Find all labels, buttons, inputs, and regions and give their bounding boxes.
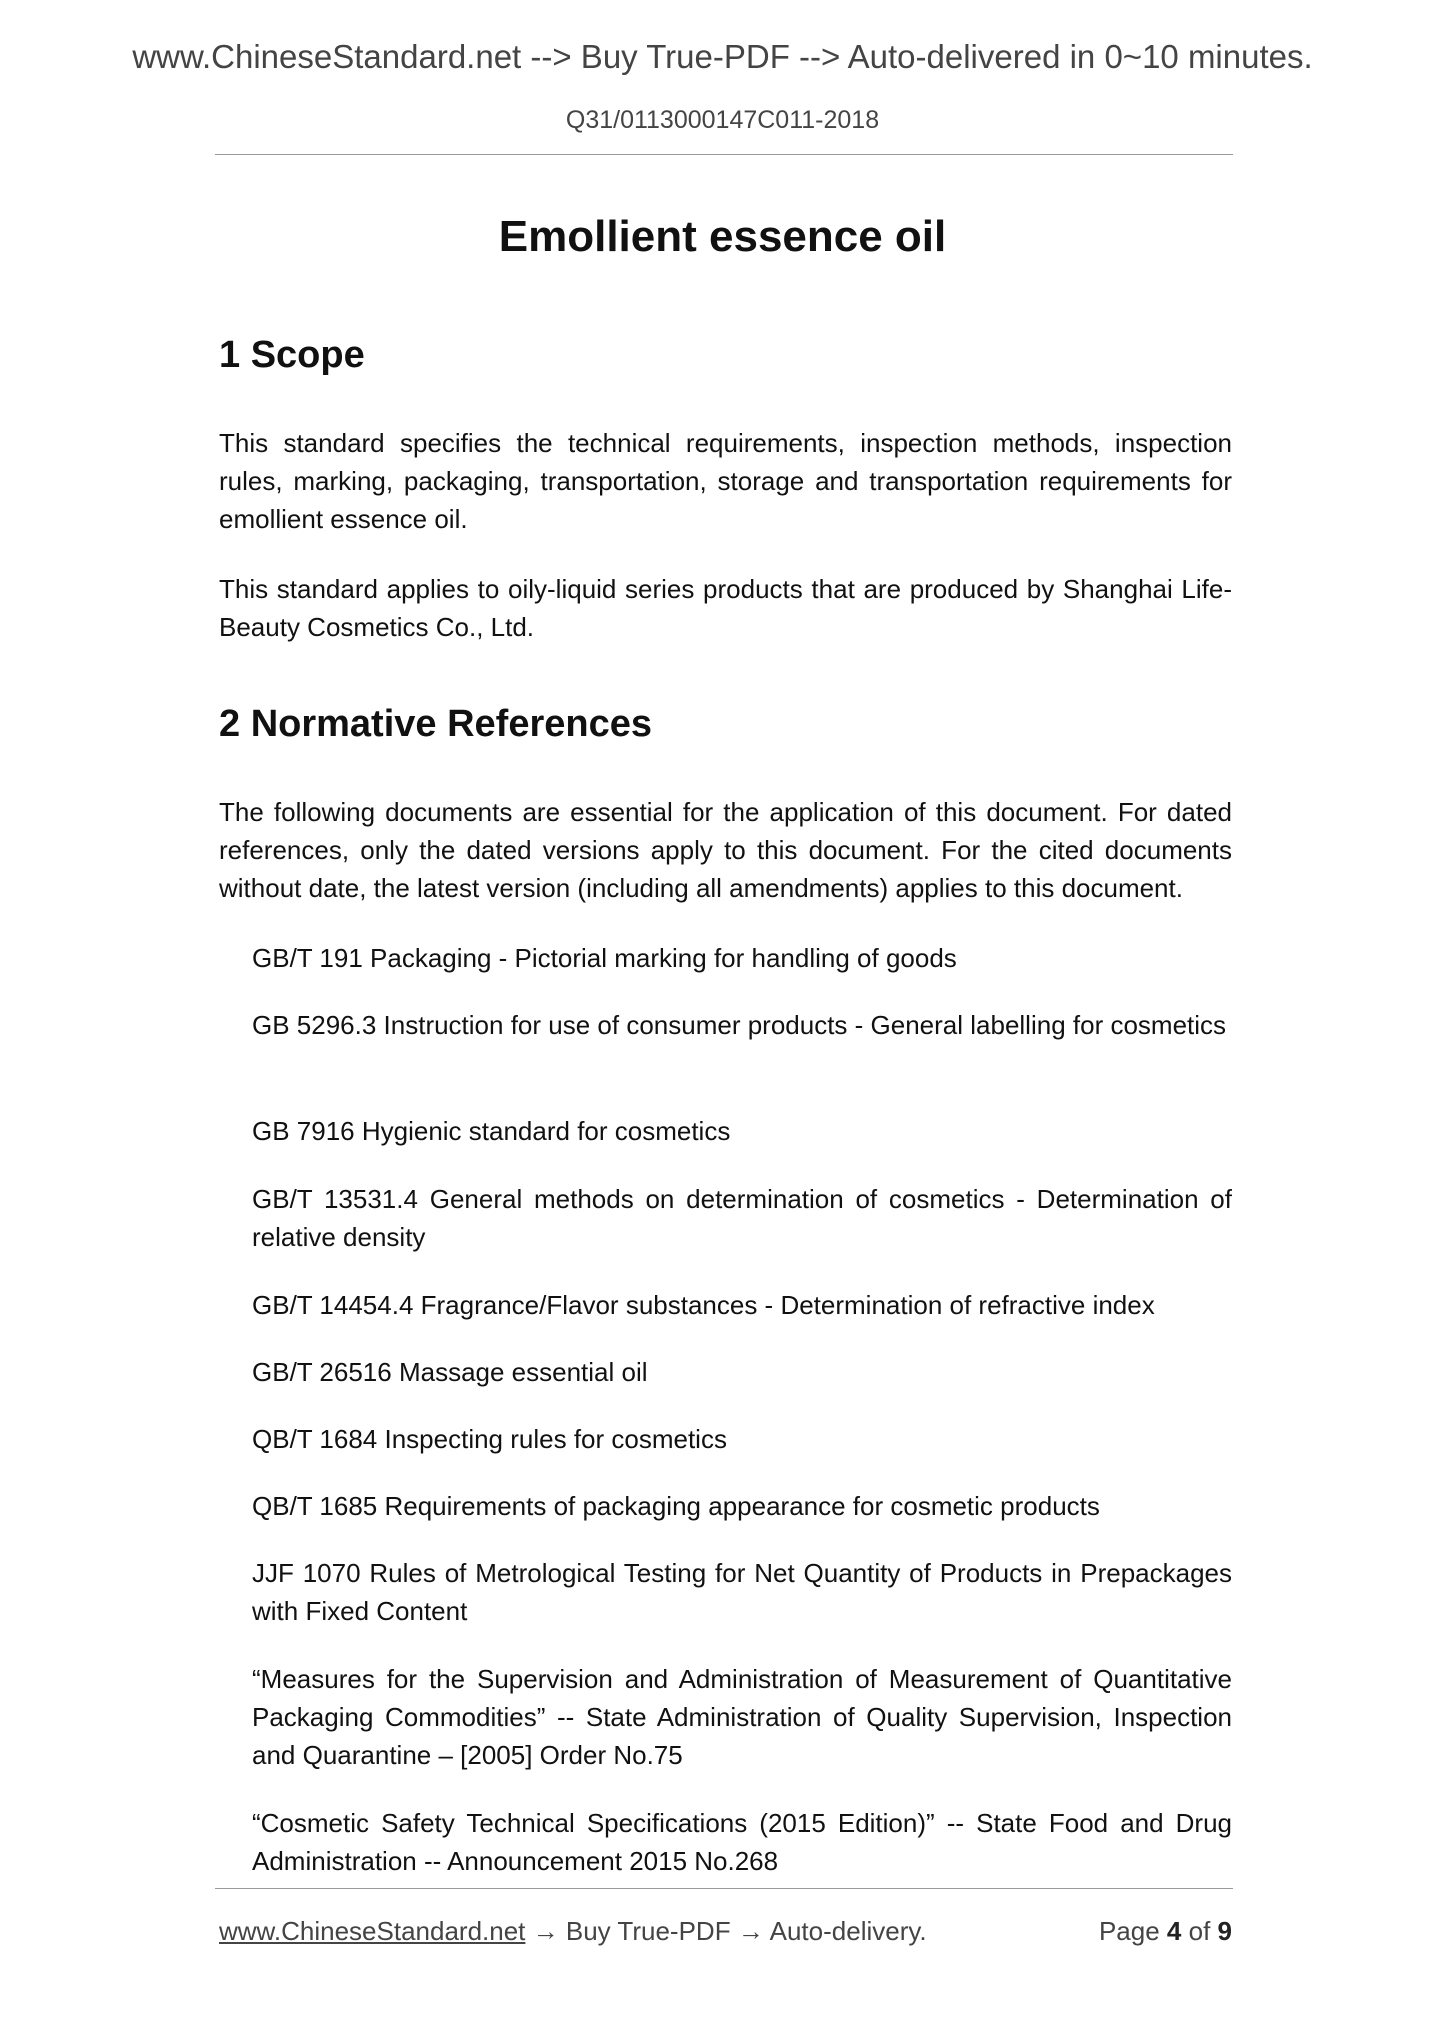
scope-paragraph-2: This standard applies to oily-liquid series products that are produced by Shanghai Life-Beauty Cosmetics Co., Ltd. (219, 574, 1232, 642)
scope-paragraph-1: This standard specifies the technical requirements, inspection methods, inspection rules, marking, packaging, transportation, storage and transportation requirements for emollient essence oil. (219, 428, 1232, 534)
page-of-label: of (1188, 1916, 1211, 1946)
page-number (1099, 1916, 1232, 1947)
document-code: Q31/0113000147C011-2018 (565, 106, 880, 134)
reference-item: QB/T 1685 Requirements of packaging appearance for cosmetic products (252, 1491, 1100, 1521)
footer-buy-text: Buy True-PDF (565, 1916, 731, 1946)
reference-item: GB/T 14454.4 Fragrance/Flavor substances - Determination of refractive index (252, 1290, 1155, 1320)
page-label: Page (1098, 1916, 1160, 1946)
reference-item: QB/T 1684 Inspecting rules for cosmetics (252, 1424, 727, 1454)
arrow-right-icon: → (532, 1916, 559, 1946)
reference-item: GB 5296.3 Instruction for use of consumer products - General labelling for cosmetics (252, 1010, 1227, 1040)
footer-promo (219, 1916, 927, 1947)
arrow-right-icon: → (737, 1916, 764, 1946)
references-intro: The following documents are essential for the application of this document. For dated references, only the dated versions apply to this document. For the cited documents without date, the latest version (including all amendments) applies to this document. (219, 797, 1232, 903)
page-current: 4 (1166, 1916, 1182, 1946)
footer-delivery-text: Auto-delivery. (769, 1916, 927, 1946)
page-total: 9 (1217, 1916, 1232, 1946)
header-divider (215, 154, 1233, 155)
footer-divider (215, 1888, 1233, 1889)
reference-item: GB 7916 Hygienic standard for cosmetics (252, 1116, 731, 1146)
reference-item: GB/T 26516 Massage essential oil (252, 1357, 648, 1387)
section-1-heading: 1 Scope (219, 334, 365, 376)
reference-item: GB/T 13531.4 General methods on determination of cosmetics - Determination of relative density (252, 1184, 1232, 1252)
reference-item: JJF 1070 Rules of Metrological Testing for Net Quantity of Products in Prepackages with Fixed Content (252, 1558, 1232, 1626)
section-2-heading: 2 Normative References (219, 703, 652, 745)
reference-item: “Measures for the Supervision and Administration of Measurement of Quantitative Packaging Commodities” -- State Administration of Quality Supervision, Inspection and Quarantine – [2005] Order No.75 (252, 1664, 1232, 1770)
reference-item: GB/T 191 Packaging - Pictorial marking for handling of goods (252, 943, 957, 973)
document-title: Emollient essence oil (498, 212, 947, 261)
site-banner: www.ChineseStandard.net --> Buy True-PDF --> Auto-delivered in 0~10 minutes. (132, 38, 1313, 75)
footer-site-link[interactable]: www.ChineseStandard.net (219, 1916, 526, 1946)
reference-item: “Cosmetic Safety Technical Specifications (2015 Edition)” -- State Food and Drug Administration -- Announcement 2015 No.268 (252, 1808, 1232, 1876)
